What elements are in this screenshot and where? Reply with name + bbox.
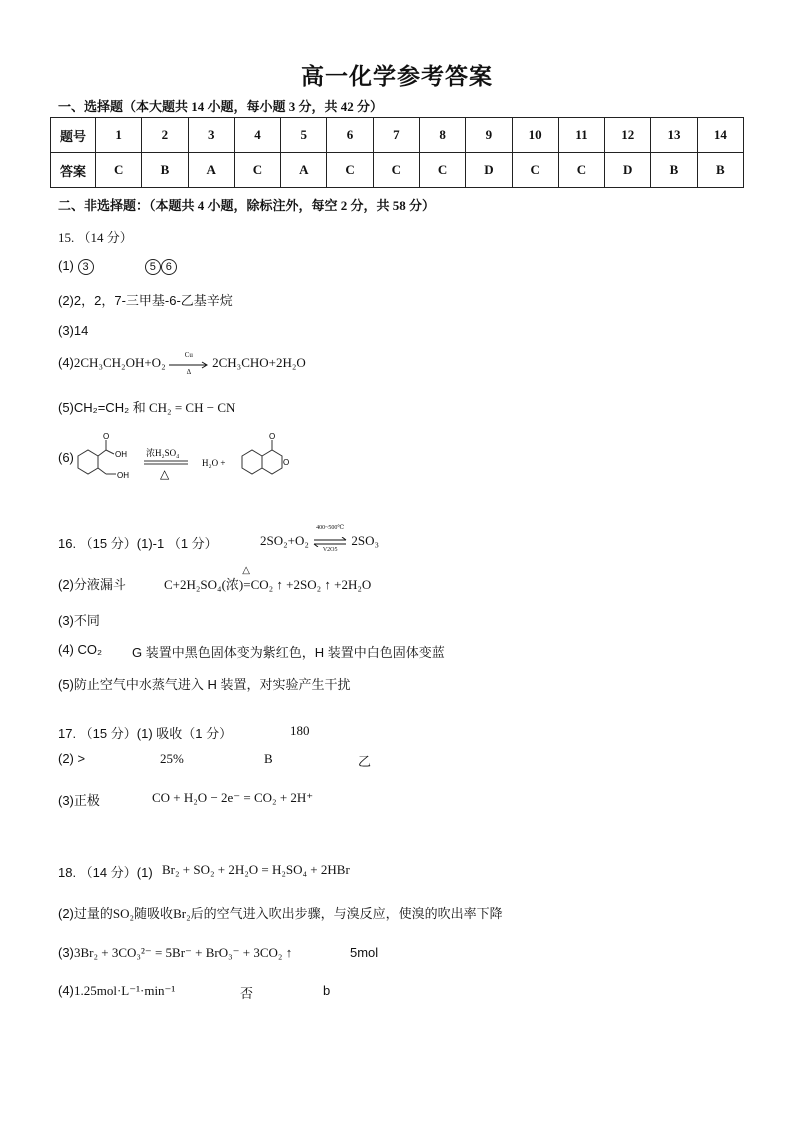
arrow-condition-top: Cu [184,351,193,360]
q-number: 4 [234,118,280,153]
section1-heading: 一、选择题（本大题共 14 小题，每小题 3 分，共 42 分） [58,99,384,114]
q16-a2-label: (2)分液漏斗 [58,577,126,592]
row-label-answer: 答案 [51,153,96,188]
answer-cell: C [327,153,373,188]
q17-a2-label: (2) > [58,751,86,766]
arrow-condition-bottom: V2O5 [322,547,338,554]
atom-label: OH [117,471,129,480]
q-number: 5 [281,118,327,153]
answer-cell: B [142,153,188,188]
equation-right: 2CH₃CHO+2H₂O [212,355,306,370]
q15-a6-label: (6) [58,450,74,465]
q17-a2-value1: 25% [160,751,184,766]
q18-a1-eq: Br₂ + SO₂ + 2H₂O = H₂SO₄ + 2HBr [162,862,350,877]
q16-a2-eq: C+2H₂SO₄(浓)= △ CO₂ ↑ +2SO₂ ↑ +2H₂O [164,565,372,592]
text-fragment: (2)过量的 [58,906,113,921]
page-title: 高一化学参考答案 [301,64,493,89]
q15-header: 15. （14 分） [58,230,133,245]
q18-a4-label: (4) [58,983,74,998]
equation-right: 2SO₃ [351,533,380,548]
table-row-numbers [51,118,744,153]
reaction-structure-diagram [70,428,340,488]
q16-a4-text: G 装置中黑色固体变为紫红色，H 装置中白色固体变蓝 [132,645,445,660]
q-number: 12 [605,118,651,153]
q-number: 14 [697,118,743,153]
q15-a3: (3)14 [58,323,89,338]
table-row-answers [51,153,744,188]
q17-a1-value: 180 [290,723,310,738]
arrow-condition-bottom: Δ [186,368,192,377]
q16-a5: (5)防止空气中水蒸气进入 H 装置，对实验产生干扰 [58,677,351,692]
section2-heading: 二、非选择题：（本题共 4 小题，除标注外，每空 2 分，共 58 分） [58,198,436,213]
answer-cell: A [188,153,234,188]
equation-left: 2SO₂+O₂ [260,533,309,548]
answer-cell: D [605,153,651,188]
equation-right: CO₂ ↑ +2SO₂ ↑ +2H₂O [250,577,372,592]
atom-label: OH [115,450,127,459]
atom-label: O [103,432,110,441]
q15-a2: (2)2，2，7-三甲基-6-乙基辛烷 [58,293,233,308]
formula: CH₂ = CH − CN [149,400,236,415]
answer-cell: C [96,153,142,188]
row-label-number: 题号 [51,118,96,153]
text-fragment: 后的空气进入吹出步骤，与溴反应，使溴的吹出率下降 [190,906,503,921]
arrow-condition-bottom: △ [160,467,170,481]
q16-a3: (3)不同 [58,613,100,628]
q16-eq1 [260,525,380,554]
q18-a3-eq: 3Br₂ + 3CO₃²⁻ = 5Br⁻ + BrO₃⁻ + 3CO₂ ↑ [74,945,293,960]
heat-symbol: △ [242,565,250,576]
q17-a3-eq: CO + H₂O − 2e⁻ = CO₂ + 2H⁺ [152,790,314,805]
formula: SO₂ [112,906,135,921]
byproduct-label: H₂O + [202,458,226,468]
benzene-ring [242,450,262,474]
q-number: 6 [327,118,373,153]
q-number: 9 [466,118,512,153]
answer-cell: C [373,153,419,188]
q18-a3-value: 5mol [350,945,379,960]
arrow-condition-top: 400~500℃ [316,525,345,532]
q18-a4-value2: 否 [240,986,254,1001]
q15-a5 [58,397,235,416]
q17-a2-value3: 乙 [358,754,372,769]
atom-label: O [269,432,276,441]
q-number: 13 [651,118,697,153]
q17-a3-label: (3)正极 [58,793,100,808]
q18-header: 18. （14 分）(1) [58,865,153,880]
q-number: 11 [558,118,604,153]
circled-number: 3 [78,259,94,275]
arrow-condition-top: 浓H₂SO₄ [146,448,180,458]
q15-a4 [58,351,306,377]
answer-cell: B [651,153,697,188]
q15-a1-label: (1) [58,258,74,273]
lactone-ring [262,450,282,474]
q-number: 3 [188,118,234,153]
q-number: 7 [373,118,419,153]
q17-header: 17. （15 分）(1) 吸收（1 分） [58,726,233,741]
circled-number: 5 [145,259,161,275]
reaction-arrow [169,351,209,377]
circled-number: 6 [161,259,177,275]
q16-header: 16. （15 分）(1)-1 （1 分） [58,536,218,551]
q17-a2-value2: B [264,751,273,766]
answer-cell: D [466,153,512,188]
q-number: 1 [96,118,142,153]
q18-a3-label: (3) [58,945,74,960]
answer-table [50,117,744,188]
equation-left: C+2H₂SO₄(浓) [164,577,244,592]
atom-label: O [283,458,290,467]
equation-left: 2CH₃CH₂OH+O₂ [73,355,166,370]
q18-a4-rate: 1.25mol·L⁻¹·min⁻¹ [74,983,176,998]
answer-cell: C [419,153,465,188]
answer-cell: C [512,153,558,188]
equilibrium-arrow-icon [312,537,348,547]
text-fragment: 随吸收 [134,906,174,921]
q18-a2 [58,903,503,922]
q-number: 10 [512,118,558,153]
answer-cell: B [697,153,743,188]
equilibrium-arrow [312,525,348,554]
answer-cell: C [558,153,604,188]
answer-cell: C [234,153,280,188]
q18-a4-value3: b [323,983,331,998]
q-number: 8 [419,118,465,153]
q15-a1 [58,258,177,275]
benzene-ring [78,450,98,474]
q15-a4-label: (4) [58,355,74,370]
formula: Br₂ [173,906,191,921]
q16-a4-label: (4) CO₂ [58,642,103,657]
q15-a5-label: (5)CH₂=CH₂ 和 [58,400,146,415]
answer-cell: A [281,153,327,188]
q-number: 2 [142,118,188,153]
